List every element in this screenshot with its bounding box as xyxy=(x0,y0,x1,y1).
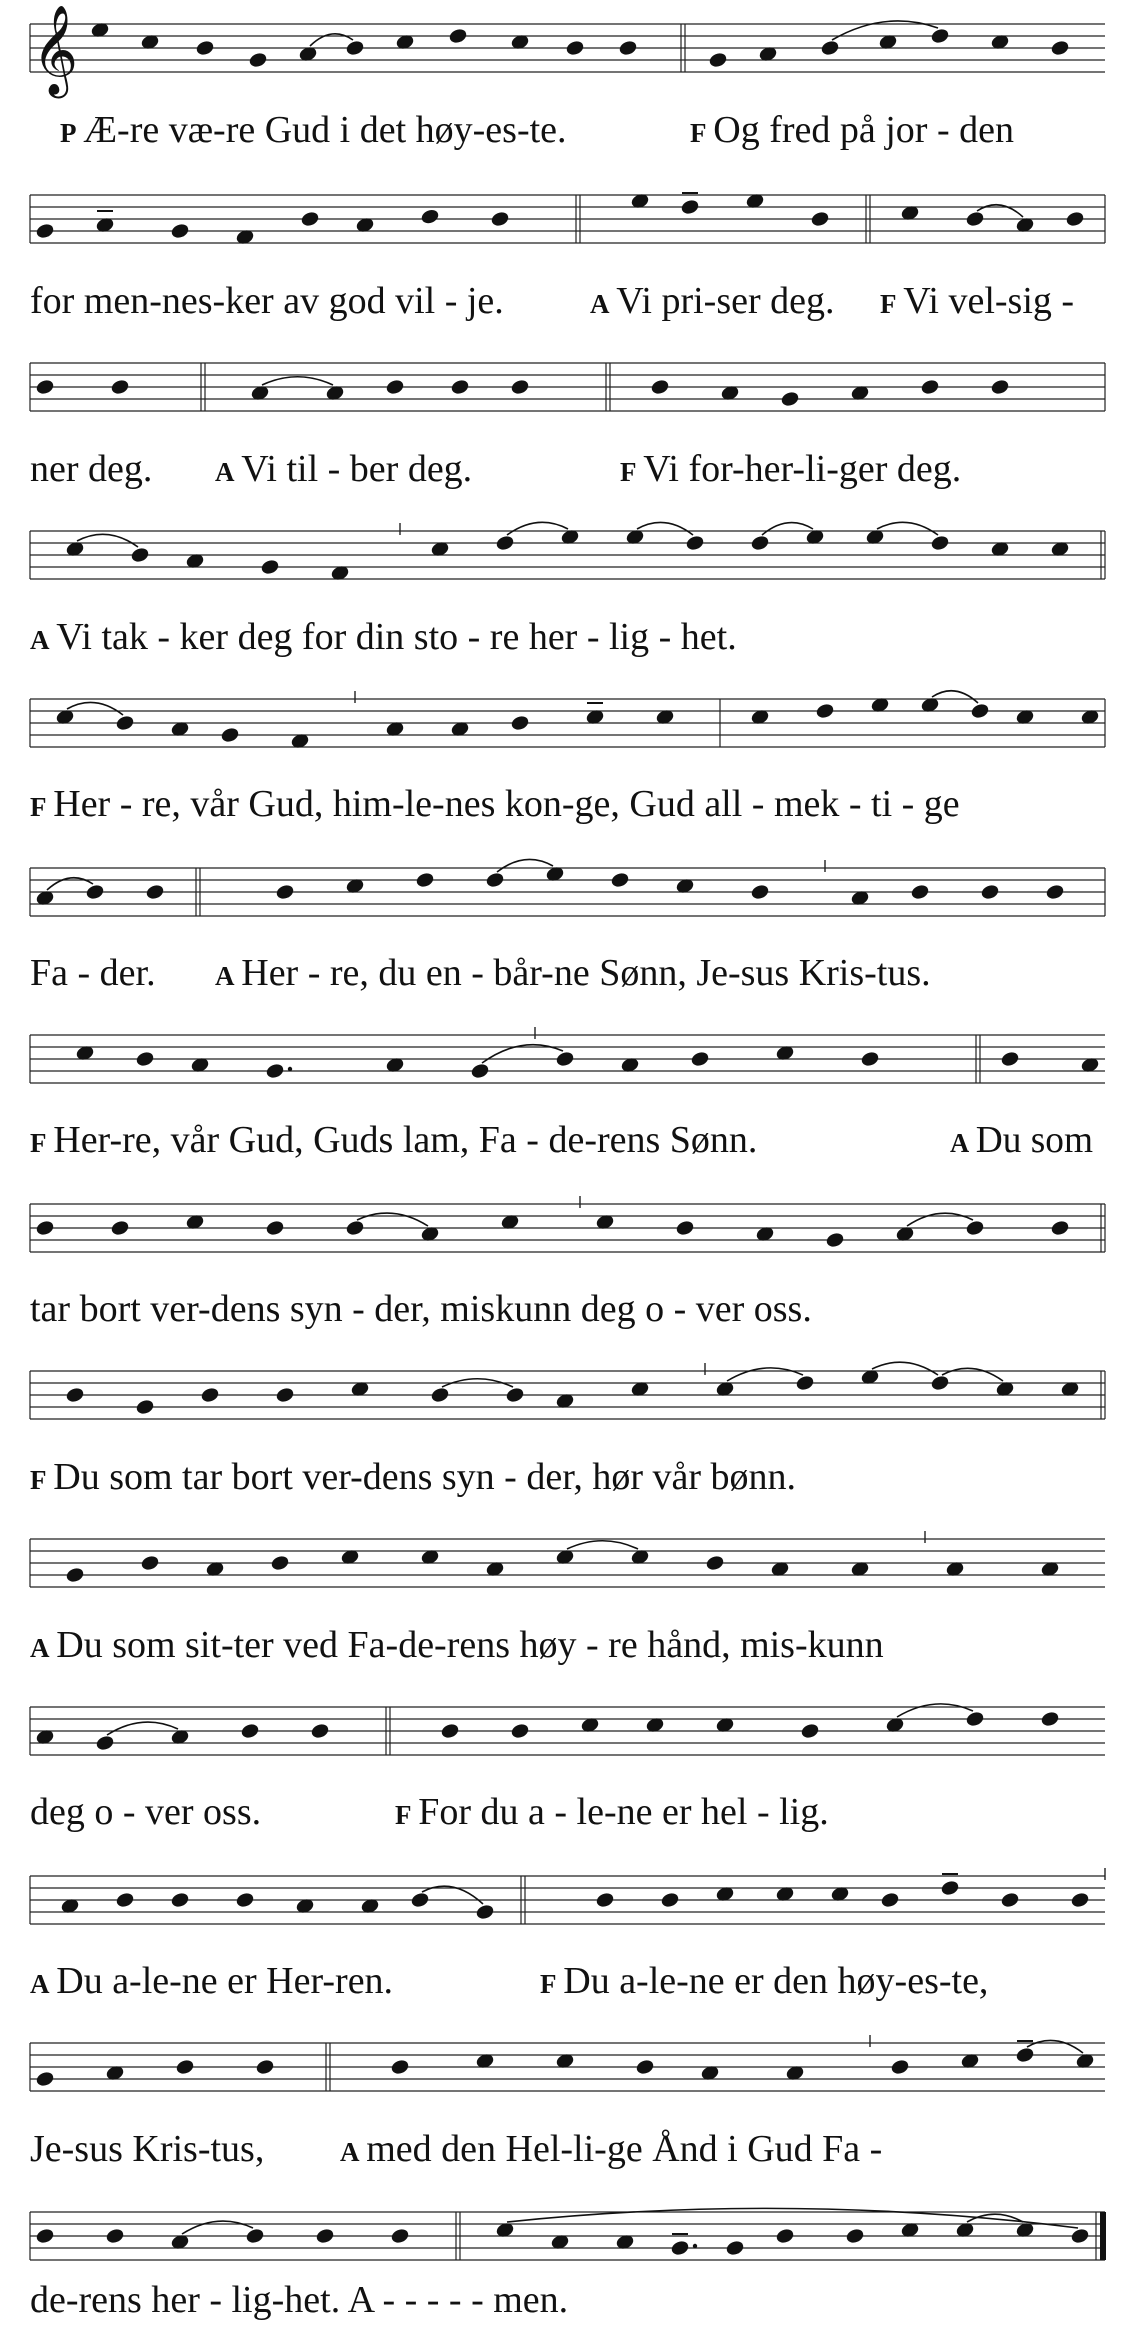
lyric-line xyxy=(590,280,835,322)
lyric-line xyxy=(30,1791,261,1833)
lyric-line xyxy=(30,1119,757,1161)
lyric-line xyxy=(30,1960,393,2002)
lyric-text: Du a-le-ne er Her-ren. xyxy=(56,1960,394,2002)
lyric-text: ner deg. xyxy=(30,448,153,490)
role-marker: A xyxy=(215,457,242,487)
note-head xyxy=(675,1219,695,1237)
note-head xyxy=(980,883,1000,901)
lyric-line xyxy=(395,1791,829,1833)
slur xyxy=(182,2221,253,2234)
note-head xyxy=(680,198,700,216)
system-13 xyxy=(30,2035,1105,2170)
lyric-text: Vi pri-ser deg. xyxy=(616,280,835,322)
lyric-line xyxy=(30,783,960,825)
role-marker: A xyxy=(30,1969,57,1999)
note-head xyxy=(1015,2046,1035,2064)
lyric-text: med den Hel-li-ge Ånd i Gud Fa - xyxy=(366,2128,883,2170)
note-head xyxy=(780,390,800,408)
lyric-line xyxy=(30,1624,884,1666)
note-head xyxy=(595,1891,615,1909)
note-head xyxy=(65,1386,85,1404)
note-head xyxy=(750,534,770,552)
lyric-text: for men-nes-ker av god vil - je. xyxy=(30,280,504,322)
note-head xyxy=(825,1231,845,1249)
lyric-text: Her - re, vår Gud, him-le-nes kon-ge, Gud all - mek - ti - ge xyxy=(53,783,960,825)
dot xyxy=(288,1067,292,1071)
note-head xyxy=(95,1734,115,1752)
note-head xyxy=(170,1891,190,1909)
note-head xyxy=(1000,1891,1020,1909)
note-head xyxy=(940,1879,960,1897)
slur xyxy=(507,2208,1078,2228)
lyric-text: Du som sit-ter ved Fa-de-rens høy - re hånd, mis-kunn xyxy=(56,1624,884,1666)
dot xyxy=(693,2244,697,2248)
lyric-text: Du som tar bort ver-dens syn - der, hør vår bønn. xyxy=(53,1456,797,1498)
note-head xyxy=(1065,210,1085,228)
lyric-line xyxy=(30,280,504,322)
slur xyxy=(497,859,553,872)
lyric-text: Vi til - ber deg. xyxy=(241,448,473,490)
note-head xyxy=(635,2058,655,2076)
note-head xyxy=(390,2227,410,2245)
note-head xyxy=(270,1554,290,1572)
role-marker: F xyxy=(540,1969,564,1999)
role-marker: F xyxy=(30,792,54,822)
slur xyxy=(897,1704,973,1717)
note-head xyxy=(930,27,950,45)
system-5 xyxy=(30,691,1105,825)
note-head xyxy=(175,2058,195,2076)
role-marker: F xyxy=(620,457,644,487)
note-head xyxy=(35,378,55,396)
note-head xyxy=(510,714,530,732)
note-head xyxy=(310,1722,330,1740)
lyric-text: Vi for-her-li-ger deg. xyxy=(643,448,962,490)
note-head xyxy=(415,871,435,889)
note-head xyxy=(345,39,365,57)
note-head xyxy=(965,210,985,228)
note-head xyxy=(170,222,190,240)
lyric-line xyxy=(690,109,1014,151)
role-marker: A xyxy=(340,2137,367,2167)
staff xyxy=(30,1707,1105,1755)
note-head xyxy=(200,1386,220,1404)
note-head xyxy=(860,1050,880,1068)
system-8 xyxy=(30,1196,1105,1330)
lyric-text: de-rens her - lig-het. A - - - - - men. xyxy=(30,2279,569,2321)
role-marker: F xyxy=(30,1128,54,1158)
note-head xyxy=(650,378,670,396)
note-head xyxy=(685,534,705,552)
note-head xyxy=(510,1722,530,1740)
note-head xyxy=(300,210,320,228)
note-head xyxy=(135,1050,155,1068)
note-head xyxy=(105,2227,125,2245)
note-head xyxy=(140,1554,160,1572)
note-head xyxy=(708,51,728,69)
system-2 xyxy=(30,192,1105,322)
note-head xyxy=(115,1891,135,1909)
note-head xyxy=(618,39,638,57)
slur xyxy=(932,691,978,703)
lyric-line xyxy=(30,2279,568,2321)
note-head xyxy=(1000,1050,1020,1068)
note-head xyxy=(245,2227,265,2245)
lyric-text: tar bort ver-dens syn - der, miskunn deg o - ver oss. xyxy=(30,1288,812,1330)
note-head xyxy=(775,2227,795,2245)
role-marker: A xyxy=(590,289,617,319)
lyric-text: Du som xyxy=(975,1119,1096,1161)
slur xyxy=(727,1368,803,1381)
lyric-line xyxy=(340,2128,882,2170)
lyric-text: Æ-re væ-re Gud i det høy-es-te. xyxy=(83,109,567,151)
note-head xyxy=(750,883,770,901)
note-head xyxy=(240,1722,260,1740)
note-head xyxy=(385,378,405,396)
role-marker: F xyxy=(880,289,904,319)
lyric-line xyxy=(215,952,931,994)
note-head xyxy=(115,714,135,732)
note-head xyxy=(490,210,510,228)
lyric-line xyxy=(30,952,156,994)
lyric-line xyxy=(60,109,567,151)
note-head xyxy=(390,2058,410,2076)
note-head xyxy=(1070,1891,1090,1909)
role-marker: F xyxy=(30,1465,54,1495)
note-head xyxy=(690,1050,710,1068)
slur xyxy=(77,534,138,547)
note-head xyxy=(275,883,295,901)
role-marker: A xyxy=(950,1128,977,1158)
lyric-text: For du a - le-ne er hel - lig. xyxy=(418,1791,829,1833)
lyric-text: Her-re, vår Gud, Guds lam, Fa - de-rens Sønn. xyxy=(53,1119,758,1161)
note-head xyxy=(485,871,505,889)
staff xyxy=(30,2212,1105,2260)
note-head xyxy=(1050,1219,1070,1237)
note-head xyxy=(410,1891,430,1909)
system-3 xyxy=(30,363,1105,490)
note-head xyxy=(660,1891,680,1909)
note-head xyxy=(35,2227,55,2245)
system-11 xyxy=(30,1704,1105,1833)
role-marker: A xyxy=(215,961,242,991)
system-12 xyxy=(30,1868,1105,2002)
lyric-text: Fa - der. xyxy=(30,952,156,994)
note-head xyxy=(65,1566,85,1584)
note-head xyxy=(110,1219,130,1237)
note-head xyxy=(265,1219,285,1237)
note-head xyxy=(260,558,280,576)
note-head xyxy=(565,39,585,57)
treble-clef-icon: 𝄞 xyxy=(32,5,79,95)
slur xyxy=(507,522,568,535)
system-4 xyxy=(30,522,1105,658)
system-6 xyxy=(30,859,1105,994)
system-14 xyxy=(30,2208,1106,2321)
note-head xyxy=(1045,883,1065,901)
note-head xyxy=(610,871,630,889)
lyric-text: Her - re, du en - bår-ne Sønn, Je-sus Kris-tus. xyxy=(241,952,931,994)
staff xyxy=(30,195,1105,243)
note-head xyxy=(910,883,930,901)
note-head xyxy=(1050,39,1070,57)
slur xyxy=(567,1541,638,1549)
note-head xyxy=(815,702,835,720)
system-9 xyxy=(30,1362,1105,1498)
note-head xyxy=(505,1386,525,1404)
role-marker: A xyxy=(30,625,57,655)
staff xyxy=(30,868,1105,916)
staff xyxy=(30,699,1105,747)
note-head xyxy=(795,1374,815,1392)
note-head xyxy=(880,1891,900,1909)
note-head xyxy=(1040,1710,1060,1728)
note-head xyxy=(475,1903,495,1921)
lyric-line xyxy=(620,448,961,490)
system-10 xyxy=(30,1531,1105,1666)
slur xyxy=(262,377,333,385)
slur xyxy=(1027,2040,1083,2053)
slur xyxy=(762,523,813,535)
note-head xyxy=(930,1374,950,1392)
note-head xyxy=(890,2058,910,2076)
note-head xyxy=(448,27,468,45)
slur xyxy=(637,522,693,535)
slur xyxy=(67,702,123,715)
note-head xyxy=(130,546,150,564)
note-head xyxy=(820,39,840,57)
lyric-text: Vi vel-sig - xyxy=(903,280,1075,322)
note-head xyxy=(248,51,268,69)
note-head xyxy=(255,2058,275,2076)
note-head xyxy=(800,1722,820,1740)
slur xyxy=(872,1362,938,1375)
note-head xyxy=(495,534,515,552)
lyric-line xyxy=(950,1119,1096,1161)
lyric-text: Je-sus Kris-tus, xyxy=(30,2128,265,2170)
note-head xyxy=(725,2239,745,2257)
role-marker: A xyxy=(30,1633,57,1663)
note-head xyxy=(275,1386,295,1404)
note-head xyxy=(810,210,830,228)
note-head xyxy=(510,378,530,396)
note-head xyxy=(420,208,440,226)
lyric-line xyxy=(540,1960,988,2002)
slur xyxy=(357,1213,428,1226)
note-head xyxy=(195,39,215,57)
role-marker: P xyxy=(60,118,84,148)
note-head xyxy=(145,883,165,901)
note-head xyxy=(135,1398,155,1416)
staff xyxy=(30,363,1105,411)
note-head xyxy=(110,378,130,396)
lyric-line xyxy=(880,280,1074,322)
lyric-line xyxy=(215,448,472,490)
note-head xyxy=(670,2239,690,2257)
note-head xyxy=(705,1554,725,1572)
slur xyxy=(877,522,938,535)
lyric-line xyxy=(30,1288,812,1330)
system-1 xyxy=(30,5,1105,151)
note-head xyxy=(970,702,990,720)
lyric-text: Og fred på jor - den xyxy=(713,109,1014,151)
note-head xyxy=(965,1219,985,1237)
lyric-text: Vi tak - ker deg for din sto - re her - lig - het. xyxy=(56,616,737,658)
note-head xyxy=(920,378,940,396)
staff xyxy=(30,1539,1105,1587)
note-head xyxy=(470,1062,490,1080)
lyric-line xyxy=(30,448,152,490)
note-head xyxy=(440,1722,460,1740)
system-7 xyxy=(30,1027,1105,1161)
lyric-text: Du a-le-ne er den høy-es-te, xyxy=(563,1960,989,2002)
lyric-line xyxy=(30,2128,264,2170)
note-head xyxy=(845,2227,865,2245)
lyric-line xyxy=(30,1456,796,1498)
note-head xyxy=(35,222,55,240)
note-head xyxy=(450,378,470,396)
note-head xyxy=(930,534,950,552)
note-head xyxy=(35,1219,55,1237)
note-head xyxy=(220,726,240,744)
slur xyxy=(942,1368,1003,1381)
slur xyxy=(907,1213,973,1226)
note-head xyxy=(35,2070,55,2088)
note-head xyxy=(345,1219,365,1237)
lyric-line xyxy=(30,616,737,658)
role-marker: F xyxy=(690,118,714,148)
staff xyxy=(30,1876,1105,1924)
note-head xyxy=(965,1710,985,1728)
note-head xyxy=(315,2227,335,2245)
slur xyxy=(107,1722,178,1735)
note-head xyxy=(1070,2227,1090,2245)
slur xyxy=(422,1886,483,1904)
note-head xyxy=(990,378,1010,396)
note-head xyxy=(555,1050,575,1068)
note-head xyxy=(85,883,105,901)
note-head xyxy=(430,1386,450,1404)
note-head xyxy=(265,1062,285,1080)
role-marker: F xyxy=(395,1800,419,1830)
note-head xyxy=(235,1891,255,1909)
lyric-text: deg o - ver oss. xyxy=(30,1791,262,1833)
